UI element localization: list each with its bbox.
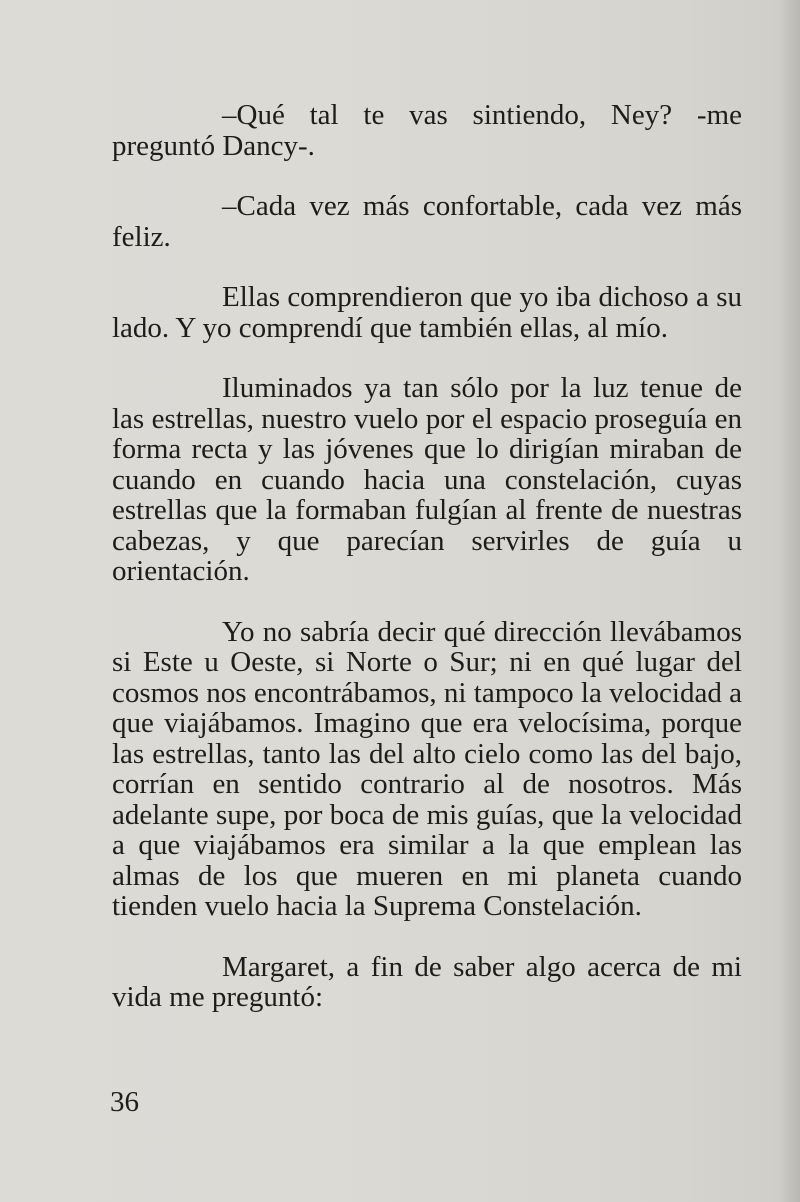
paragraph-dialogue-2: –Cada vez más confortable, cada vez más feliz. bbox=[112, 190, 742, 253]
paragraph-dialogue-1: –Qué tal te vas sintiendo, Ney? -me preguntó Dancy-. bbox=[112, 99, 742, 162]
body-text bbox=[112, 100, 742, 1043]
paragraph-5: Yo no sabría decir qué dirección llevábamos si Este u Oeste, si Norte o Sur; ni en qué lugar del cosmos nos encontrábamos, ni tampoco la velocidad a que viajábamos. Imagino que era velocísima, porque las estrellas, tanto las del alto cielo como las del bajo, corrían en sentido contrario al de nosotros. Más adelante supe, por boca de mis guías, que la velocidad a que viajábamos era similar a la que emplean las almas de los que mueren en mi planeta cuando tienden vuelo hacia la Suprema Constelación. bbox=[112, 615, 742, 922]
paragraph-3: Ellas comprendieron que yo iba dichoso a su lado. Y yo comprendí que también ellas, al mío. bbox=[112, 281, 742, 344]
paragraph-6: Margaret, a fin de saber algo acerca de mi vida me preguntó: bbox=[112, 950, 742, 1013]
page-number: 36 bbox=[110, 1086, 139, 1118]
paragraph-4: Iluminados ya tan sólo por la luz tenue de las estrellas, nuestro vuelo por el espacio proseguía en forma recta y las jóvenes que lo dirigían miraban de cuando en cuando hacia una constelación, cuyas estrellas que la formaban fulgían al frente de nuestras cabezas, y que parecían servirles de guía u orientación. bbox=[112, 372, 742, 587]
page-edge-shadow bbox=[778, 0, 800, 1202]
